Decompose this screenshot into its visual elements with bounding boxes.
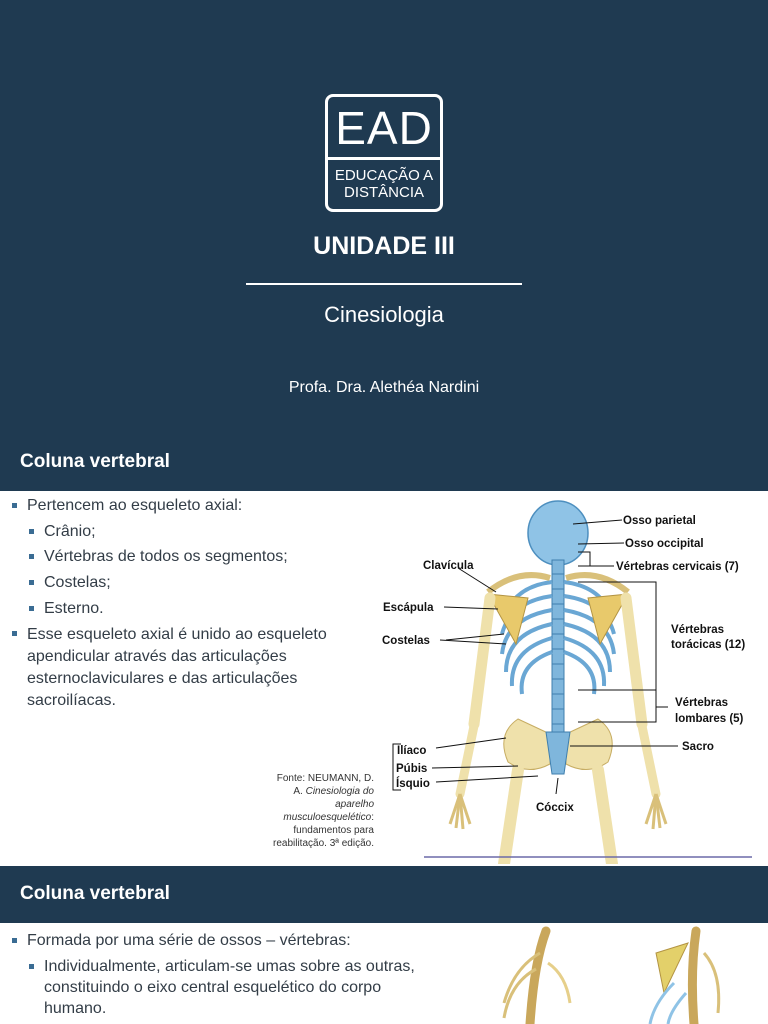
label-sacro: Sacro — [682, 741, 714, 753]
bullet-marker — [12, 503, 17, 508]
credit-line: reabilitação. 3ª edição. — [273, 838, 374, 849]
skeleton-illustration — [378, 494, 768, 864]
slide-2-bullet-list — [0, 491, 380, 771]
sub-bullet-marker — [29, 606, 34, 611]
sub-bullet-marker — [29, 529, 34, 534]
credit-text: : — [371, 812, 374, 823]
label-iliaco: Ilíaco — [397, 745, 427, 757]
source-credit — [240, 772, 374, 850]
logo-subtitle-2: DISTÂNCIA — [343, 184, 424, 201]
credit-line: Fonte: NEUMANN, D. — [276, 773, 374, 784]
author-name: Profa. Dra. Alethéa Nardini — [288, 379, 480, 396]
leg-bones-shape — [504, 770, 612, 864]
slide-3-bullet-list — [0, 923, 470, 1024]
label-osso-parietal: Osso parietal — [623, 515, 696, 527]
credit-line — [240, 785, 374, 798]
credit-book-title: aparelho — [335, 799, 374, 810]
label-vertebras-lombares-2: lombares (5) — [675, 713, 744, 725]
bullet-marker — [12, 938, 17, 943]
label-isquio: Ísquio — [396, 778, 430, 790]
bullet-marker — [12, 631, 17, 636]
bullet-line: constituindo o eixo central esquelético do corpo — [44, 979, 382, 996]
label-costelas: Costelas — [382, 635, 430, 647]
label-vertebras-cervicais: Vértebras cervicais (7) — [616, 561, 739, 573]
spine-side-views-illustration — [474, 923, 768, 1024]
credit-book-title: Cinesiologia do — [305, 786, 374, 797]
slide-2-header — [0, 432, 768, 491]
title-slide — [0, 0, 768, 432]
bullet-line: Individualmente, articulam-se umas sobre as outras, — [44, 958, 415, 975]
bullet-line: Esse esqueleto axial é unido ao esqueleto — [27, 626, 327, 643]
logo-ead-text: EAD — [335, 102, 433, 154]
logo-divider — [328, 157, 440, 160]
bullet-item: Pertencem ao esqueleto axial: — [27, 497, 243, 514]
bullet-line: humano. — [44, 1000, 107, 1017]
label-vertebras-toracicas-1: Vértebras — [671, 624, 725, 636]
slide-3-title: Coluna vertebral — [20, 883, 170, 904]
sub-bullet-marker — [29, 554, 34, 559]
label-osso-occipital: Osso occipital — [625, 538, 704, 550]
slide-2-title: Coluna vertebral — [20, 451, 170, 472]
unit-title: UNIDADE III — [313, 232, 455, 260]
bullet-item: Formada por uma série de ossos – vértebras: — [27, 932, 351, 949]
skull-shape — [528, 501, 588, 565]
label-vertebras-lombares-1: Vértebras — [675, 697, 729, 709]
label-clavicula: Clavícula — [423, 560, 474, 572]
label-coccix: Cóccix — [536, 802, 574, 814]
sub-bullet-item: Crânio; — [44, 523, 96, 540]
subject-title: Cinesiologia — [324, 302, 444, 327]
bullet-line: apendicular através das articulações — [27, 648, 287, 665]
credit-book-title: musculoesquelético — [283, 812, 372, 823]
ead-logo — [325, 94, 443, 212]
label-vertebras-toracicas-2: torácicas (12) — [671, 639, 746, 651]
sub-bullet-marker — [29, 580, 34, 585]
slide-3-header — [0, 866, 768, 923]
title-divider — [246, 283, 522, 285]
credit-line: fundamentos para — [293, 825, 374, 836]
bullet-line: sacroilíacas. — [27, 692, 116, 709]
sub-bullet-item: Vértebras de todos os segmentos; — [44, 548, 288, 565]
label-escapula: Escápula — [383, 602, 434, 614]
spine-lateral-view — [504, 931, 570, 1024]
sub-bullet-item: Costelas; — [44, 574, 111, 591]
sub-bullet-item: Esterno. — [44, 600, 104, 617]
credit-line — [240, 811, 374, 824]
logo-subtitle-1: EDUCAÇÃO A — [334, 167, 434, 184]
thorax-posterior-view — [650, 931, 719, 1024]
sub-bullet-marker — [29, 964, 34, 969]
bullet-line: esternoclaviculares e das articulações — [27, 670, 298, 687]
credit-text: A. — [293, 786, 306, 797]
credit-line — [240, 798, 374, 811]
label-pubis: Púbis — [396, 763, 428, 775]
